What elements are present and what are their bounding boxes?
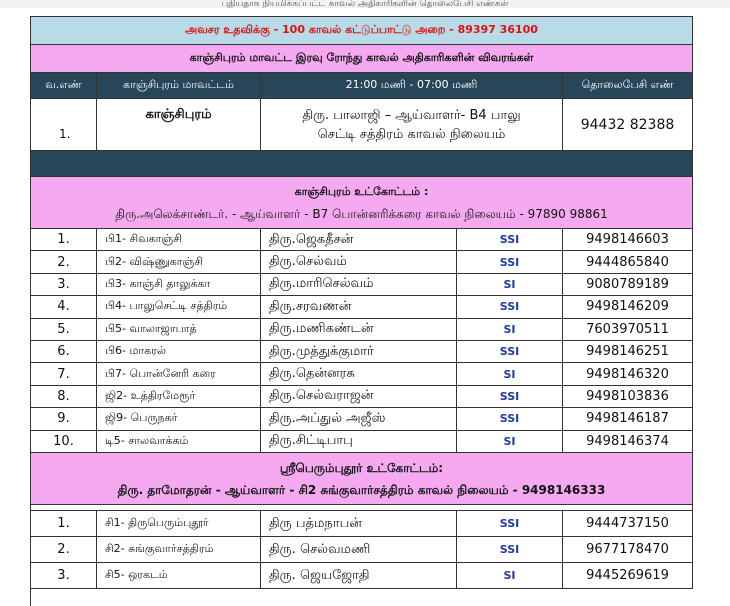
row-station: ஜி2- உத்திரமேரூர் [97,386,261,408]
row-phone: 9444865840 [563,251,693,273]
row-station: சி5- ஒரகடம் [97,563,261,589]
row-sno: 9. [31,408,97,430]
top-strip: புதியதாக நியமிக்கப்பட்ட காவல் அதிகாரிகளின் தொலைபேசி எண்கள் [0,0,730,8]
row-name: திரு பத்மநாபன் [261,511,457,537]
row-station: ஜி9- பெருநகர் [97,408,261,430]
table-heading: காஞ்சிபுரம் மாவட்ட இரவு ரோந்து காவல் அதிகாரிகளின் விவரங்கள் [31,45,693,73]
row-station: பி4- பாலுசெட்டி சத்திரம் [97,296,261,318]
row-phone: 9498146374 [563,431,693,453]
row-name: திரு.செல்வம் [261,251,457,273]
district-officer [261,99,563,151]
row-station: பி2- விஷ்ணுகாஞ்சி [97,251,261,273]
row-rank: SSI [457,341,563,363]
row-name: திரு.சிட்டிபாபு [261,431,457,453]
row-sno: 10. [31,431,97,453]
row-phone: 9498103836 [563,386,693,408]
district-phone: 94432 82388 [563,99,693,151]
row-rank: SSI [457,537,563,563]
row-sno: 4. [31,296,97,318]
row-station: சி1- திருபெரும்புதூர் [97,511,261,537]
row-rank: SSI [457,229,563,251]
row-name: திரு.மணிகண்டன் [261,319,457,341]
row-phone: 9498146209 [563,296,693,318]
row-sno: 1. [31,511,97,537]
subdivision-sriperumbudur-header [31,453,693,505]
row-station: சி2- சுங்குவார்சத்திரம் [97,537,261,563]
row-phone: 9677178470 [563,537,693,563]
row-phone: 9498146320 [563,363,693,385]
row-rank: SSI [457,296,563,318]
row-name: திரு.அப்துல் அஜீஸ் [261,408,457,430]
row-phone: 9498146187 [563,408,693,430]
row-name: திரு. ஜெயஜோதி [261,563,457,589]
subdivision-kanchipuram-header [31,177,693,229]
row-name: திரு.மாரிசெல்வம் [261,274,457,296]
row-phone: 9498146603 [563,229,693,251]
row-station: பி6- மாகரல் [97,341,261,363]
district-name: காஞ்சிபுரம் [97,99,261,151]
officers-table [30,16,693,606]
row-station: பி7- பொன்னேரி கரை [97,363,261,385]
row-phone: 9444737150 [563,511,693,537]
row-station: டி5- சாலவாக்கம் [97,431,261,453]
row-name: திரு.செல்வராஜன் [261,386,457,408]
row-sno: 3. [31,563,97,589]
row-name: திரு.சரவணன் [261,296,457,318]
subdivision-kanchipuram-officer: திரு.அலெக்சாண்டர். - ஆய்வாளர் - B7 பொன்னரிக்கரை காவல் நிலையம் - 97890 98861 [115,206,608,221]
subdivision-kanchipuram-title: காஞ்சிபுரம் உட்கோட்டம் : [294,184,429,198]
row-name: திரு.தென்னரசு [261,363,457,385]
row-station: பி3- காஞ்சி தாலுக்கா [97,274,261,296]
col-district-header: காஞ்சிபுரம் மாவட்டம் [97,73,261,99]
subdivision-sriperumbudur-officer: திரு. தாமோதரன் - ஆய்வாளர் - சி2 சுங்குவார்சத்திரம் காவல் நிலையம் - 9498146333 [117,482,606,497]
row-sno: 6. [31,341,97,363]
col-phone-header: தொலைபேசி எண் [563,73,693,99]
row-name: திரு. செல்வமணி [261,537,457,563]
district-sno: 1. [31,99,97,151]
row-phone: 7603970511 [563,319,693,341]
row-rank: SI [457,319,563,341]
row-phone: 9445269619 [563,563,693,589]
district-officer-line1: திரு. பாலாஜி – ஆய்வாளர்- B4 பாலு [302,107,521,123]
row-name: திரு.முத்துக்குமார் [261,341,457,363]
subdivision-sriperumbudur-title: ஸ்ரீபெரும்புதூர் உட்கோட்டம்: [279,460,444,475]
row-rank: SI [457,563,563,589]
row-rank: SI [457,274,563,296]
row-sno: 2. [31,537,97,563]
row-rank: SI [457,363,563,385]
col-time-header: 21:00 மணி - 07:00 மணி [261,73,563,99]
row-phone: 9080789189 [563,274,693,296]
district-officer-line2: செட்டி சத்திரம் காவல் நிலையம் [317,126,506,142]
row-rank: SSI [457,511,563,537]
col-sno-header: வ.எண் [31,73,97,99]
row-rank: SSI [457,386,563,408]
separator-band [31,151,693,177]
row-name: திரு.ஜெகதீசன் [261,229,457,251]
row-station: பி1- சிவகாஞ்சி [97,229,261,251]
row-sno: 3. [31,274,97,296]
emergency-banner: அவசர உதவிக்கு - 100 காவல் கட்டுப்பாட்டு அறை - 89397 36100 [31,17,693,45]
row-sno: 8. [31,386,97,408]
row-sno: 1. [31,229,97,251]
row-rank: SSI [457,251,563,273]
row-station: பி5- வாலாஜாபாத் [97,319,261,341]
row-rank: SSI [457,408,563,430]
row-sno: 7. [31,363,97,385]
row-sno: 2. [31,251,97,273]
row-rank: SI [457,431,563,453]
row-phone: 9498146251 [563,341,693,363]
row-sno: 5. [31,319,97,341]
